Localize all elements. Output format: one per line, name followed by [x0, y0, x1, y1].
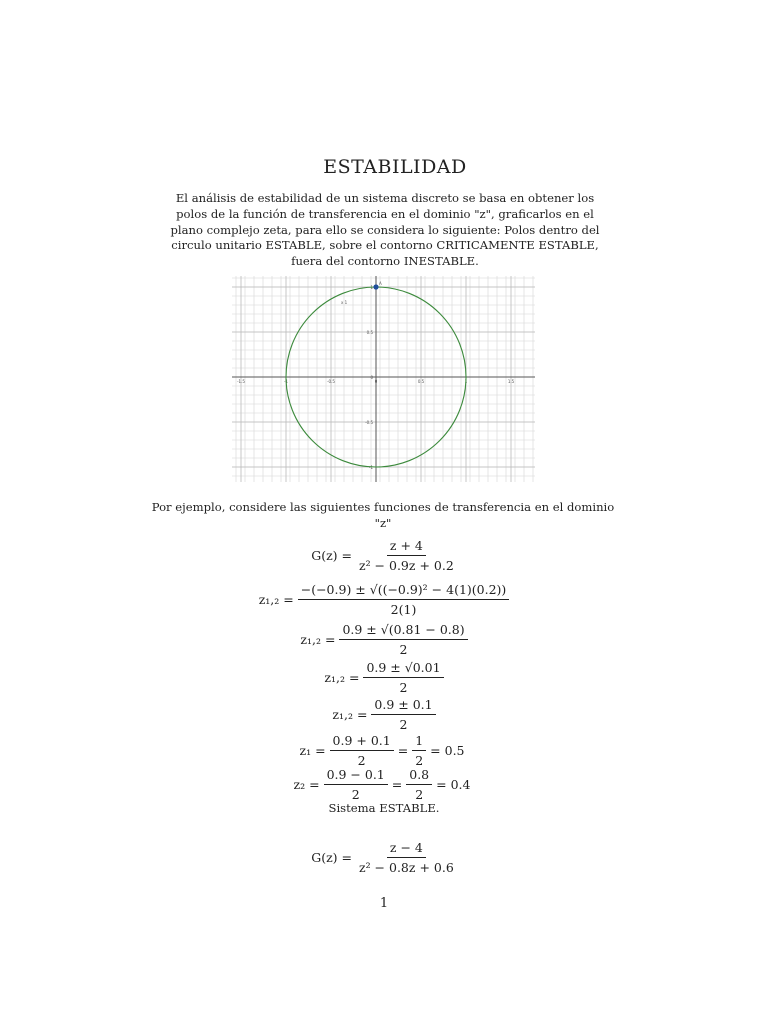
equation-lhs: G(z) =	[311, 548, 352, 563]
y-tick-label: -0.5	[365, 420, 373, 425]
fraction	[356, 840, 457, 875]
numerator: −(−0.9) ± √((−0.9)² − 4(1)(0.2))	[298, 582, 510, 600]
x-tick-label: 1.5	[507, 379, 515, 384]
x-tick-label: -1	[284, 379, 288, 384]
y-tick-label: 1	[370, 285, 373, 290]
equation-lhs: z₁,₂ =	[324, 670, 360, 685]
y-tick-label: 0	[370, 375, 373, 380]
numerator: 0.9 + 0.1	[330, 733, 394, 751]
fraction	[324, 767, 388, 802]
conclusion-text: Sistema ESTABLE.	[328, 801, 440, 815]
y-tick-label: 0.5	[366, 330, 373, 335]
denominator: z² − 0.9z + 0.2	[358, 558, 454, 573]
x-tick-label: 0	[374, 379, 378, 384]
numerator: 0.9 ± 0.1	[371, 697, 435, 715]
fraction	[412, 733, 426, 768]
simplification-step-1	[0, 622, 768, 657]
fraction	[363, 660, 443, 695]
x-tick-label: 1	[464, 379, 468, 384]
fraction	[406, 767, 432, 802]
x-tick-label: 0.5	[417, 379, 425, 384]
numerator: z + 4	[387, 538, 426, 556]
equation-lhs: z₁ =	[299, 743, 326, 758]
numerator: 0.8	[406, 767, 432, 785]
equation-lhs: z₁,₂ =	[300, 632, 336, 647]
simplification-step-2	[0, 660, 768, 695]
page-number: 1	[379, 896, 389, 911]
example-intro-paragraph: Por ejemplo, considere las siguientes funciones de transferencia en el dominio "z"	[151, 500, 615, 530]
denominator: 2	[415, 787, 424, 802]
pole-z1	[0, 733, 768, 768]
pole-z2	[0, 767, 768, 802]
quadratic-formula-step	[0, 582, 768, 617]
denominator: 2	[399, 717, 408, 732]
numerator: 1	[412, 733, 426, 751]
result: = 0.5	[430, 743, 465, 758]
denominator: 2	[399, 680, 408, 695]
point-label: A	[379, 281, 382, 286]
fraction	[339, 622, 467, 657]
equation-lhs: G(z) =	[311, 850, 352, 865]
transfer-function-1	[0, 538, 768, 573]
fraction	[356, 538, 457, 573]
equation-lhs: z₁,₂ =	[332, 707, 368, 722]
denominator: 2	[351, 787, 360, 802]
numerator: z − 4	[387, 840, 426, 858]
equation-lhs: z₂ =	[293, 777, 320, 792]
simplification-step-3	[0, 697, 768, 732]
plot-background	[232, 276, 535, 482]
page-title: ESTABILIDAD	[323, 156, 467, 178]
point-marker	[373, 284, 378, 289]
numerator: 0.9 − 0.1	[324, 767, 388, 785]
intro-paragraph: El análisis de estabilidad de un sistema discreto se basa en obtener los polos de la función de transferencia en el dominio "z", graficarlos en el plano complejo zeta, para ello se considera lo siguiente: Polos dentro del circulo unitario ESTABLE, sobre el contorno CRITICAMENTE ESTABLE, fuera del contorno INESTABLE.	[170, 191, 600, 269]
fraction	[371, 697, 435, 732]
fraction	[330, 733, 394, 768]
denominator: 2	[415, 753, 424, 768]
denominator: 2	[357, 753, 366, 768]
equals-sign: =	[391, 777, 403, 792]
result: = 0.4	[436, 777, 471, 792]
denominator: z² − 0.8z + 0.6	[358, 860, 454, 875]
transfer-function-2	[0, 840, 768, 875]
fraction	[298, 582, 510, 617]
z-plane-plot	[232, 276, 535, 482]
unit-circle-figure	[232, 276, 535, 482]
x-tick-label: -1.5	[237, 379, 245, 384]
equation-lhs: z₁,₂ =	[258, 592, 294, 607]
denominator: 2	[399, 642, 408, 657]
numerator: 0.9 ± √0.01	[363, 660, 443, 678]
denominator: 2(1)	[390, 602, 417, 617]
equals-sign: =	[397, 743, 409, 758]
y-tick-label: -1	[369, 465, 373, 470]
numerator: 0.9 ± √(0.81 − 0.8)	[339, 622, 467, 640]
x-tick-label: -0.5	[327, 379, 335, 384]
axis-label: x 1	[341, 300, 348, 305]
